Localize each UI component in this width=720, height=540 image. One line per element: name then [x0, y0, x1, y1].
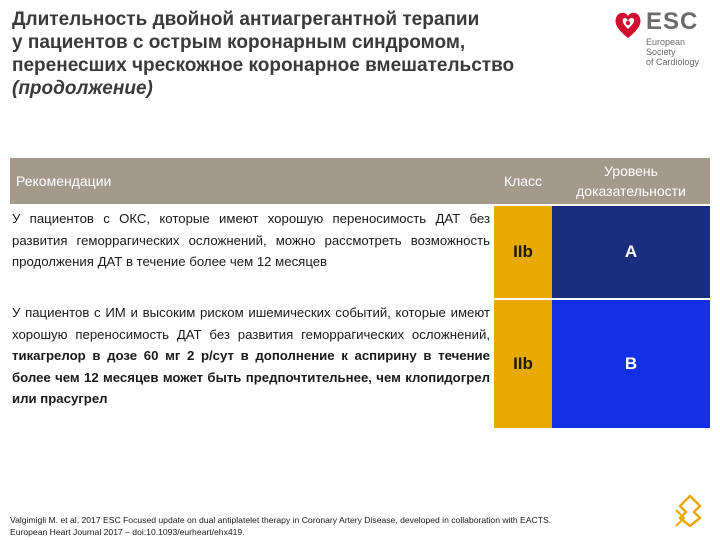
- title-line-4: (продолжение): [12, 78, 153, 99]
- level-cell: B: [552, 300, 710, 428]
- header-level: [552, 158, 710, 204]
- header-class: Класс: [503, 173, 543, 189]
- table-row: [10, 204, 710, 298]
- title-line-1: Длительность двойной антиагрегантной терапии: [12, 9, 480, 30]
- table-header: [10, 158, 710, 204]
- heart-logo-icon: [614, 10, 642, 40]
- recommendation-text-bold: тикагрелор в дозе 60 мг 2 р/сут в дополнение к аспирину в течение более чем 12 месяцев может быть предпочтительнее, чем клопидогрел или прасугрел: [12, 348, 490, 406]
- recommendation-text-plain: У пациентов с ИМ и высоким риском ишемических событий, которые имеют хорошую переносимость ДАТ без развития геморрагических осложнений,: [12, 305, 490, 342]
- header-recommendations: Рекомендации: [16, 173, 112, 189]
- table-row: [10, 298, 710, 428]
- logo-subtitle-line-2: of Cardiology: [646, 57, 700, 67]
- decorative-corner-icon: [670, 494, 704, 528]
- logo-name: ESC: [646, 8, 699, 35]
- logo-subtitle: [646, 37, 714, 67]
- citation: [10, 514, 670, 538]
- citation-line-2: European Heart Journal 2017 – doi:10.1093/eurheart/ehx419.: [10, 527, 245, 537]
- recommendations-table: [10, 158, 710, 428]
- citation-line-1: Valgimigli M. et al. 2017 ESC Focused update on dual antiplatelet therapy in Coronary Artery Disease, developed in collaboration with EACTS.: [10, 515, 552, 525]
- class-cell: IIb: [494, 300, 552, 428]
- title-line-3: перенесших чрескожное коронарное вмешательство: [12, 55, 515, 76]
- page-title: [12, 8, 602, 100]
- title-line-2: у пациентов с острым коронарным синдромом,: [12, 32, 466, 53]
- header-level-line-2: доказательности: [576, 183, 686, 199]
- class-cell: IIb: [494, 206, 552, 298]
- esc-logo: [614, 4, 714, 66]
- level-cell: A: [552, 206, 710, 298]
- logo-subtitle-line-1: European Society: [646, 37, 686, 57]
- recommendation-text: [10, 300, 494, 428]
- recommendation-text: У пациентов с ОКС, которые имеют хорошую переносимость ДАТ без развития геморрагических осложнений, можно рассмотреть возможность продолжения ДАТ в течение более чем 12 месяцев: [10, 206, 494, 298]
- header-level-line-1: Уровень: [604, 163, 658, 179]
